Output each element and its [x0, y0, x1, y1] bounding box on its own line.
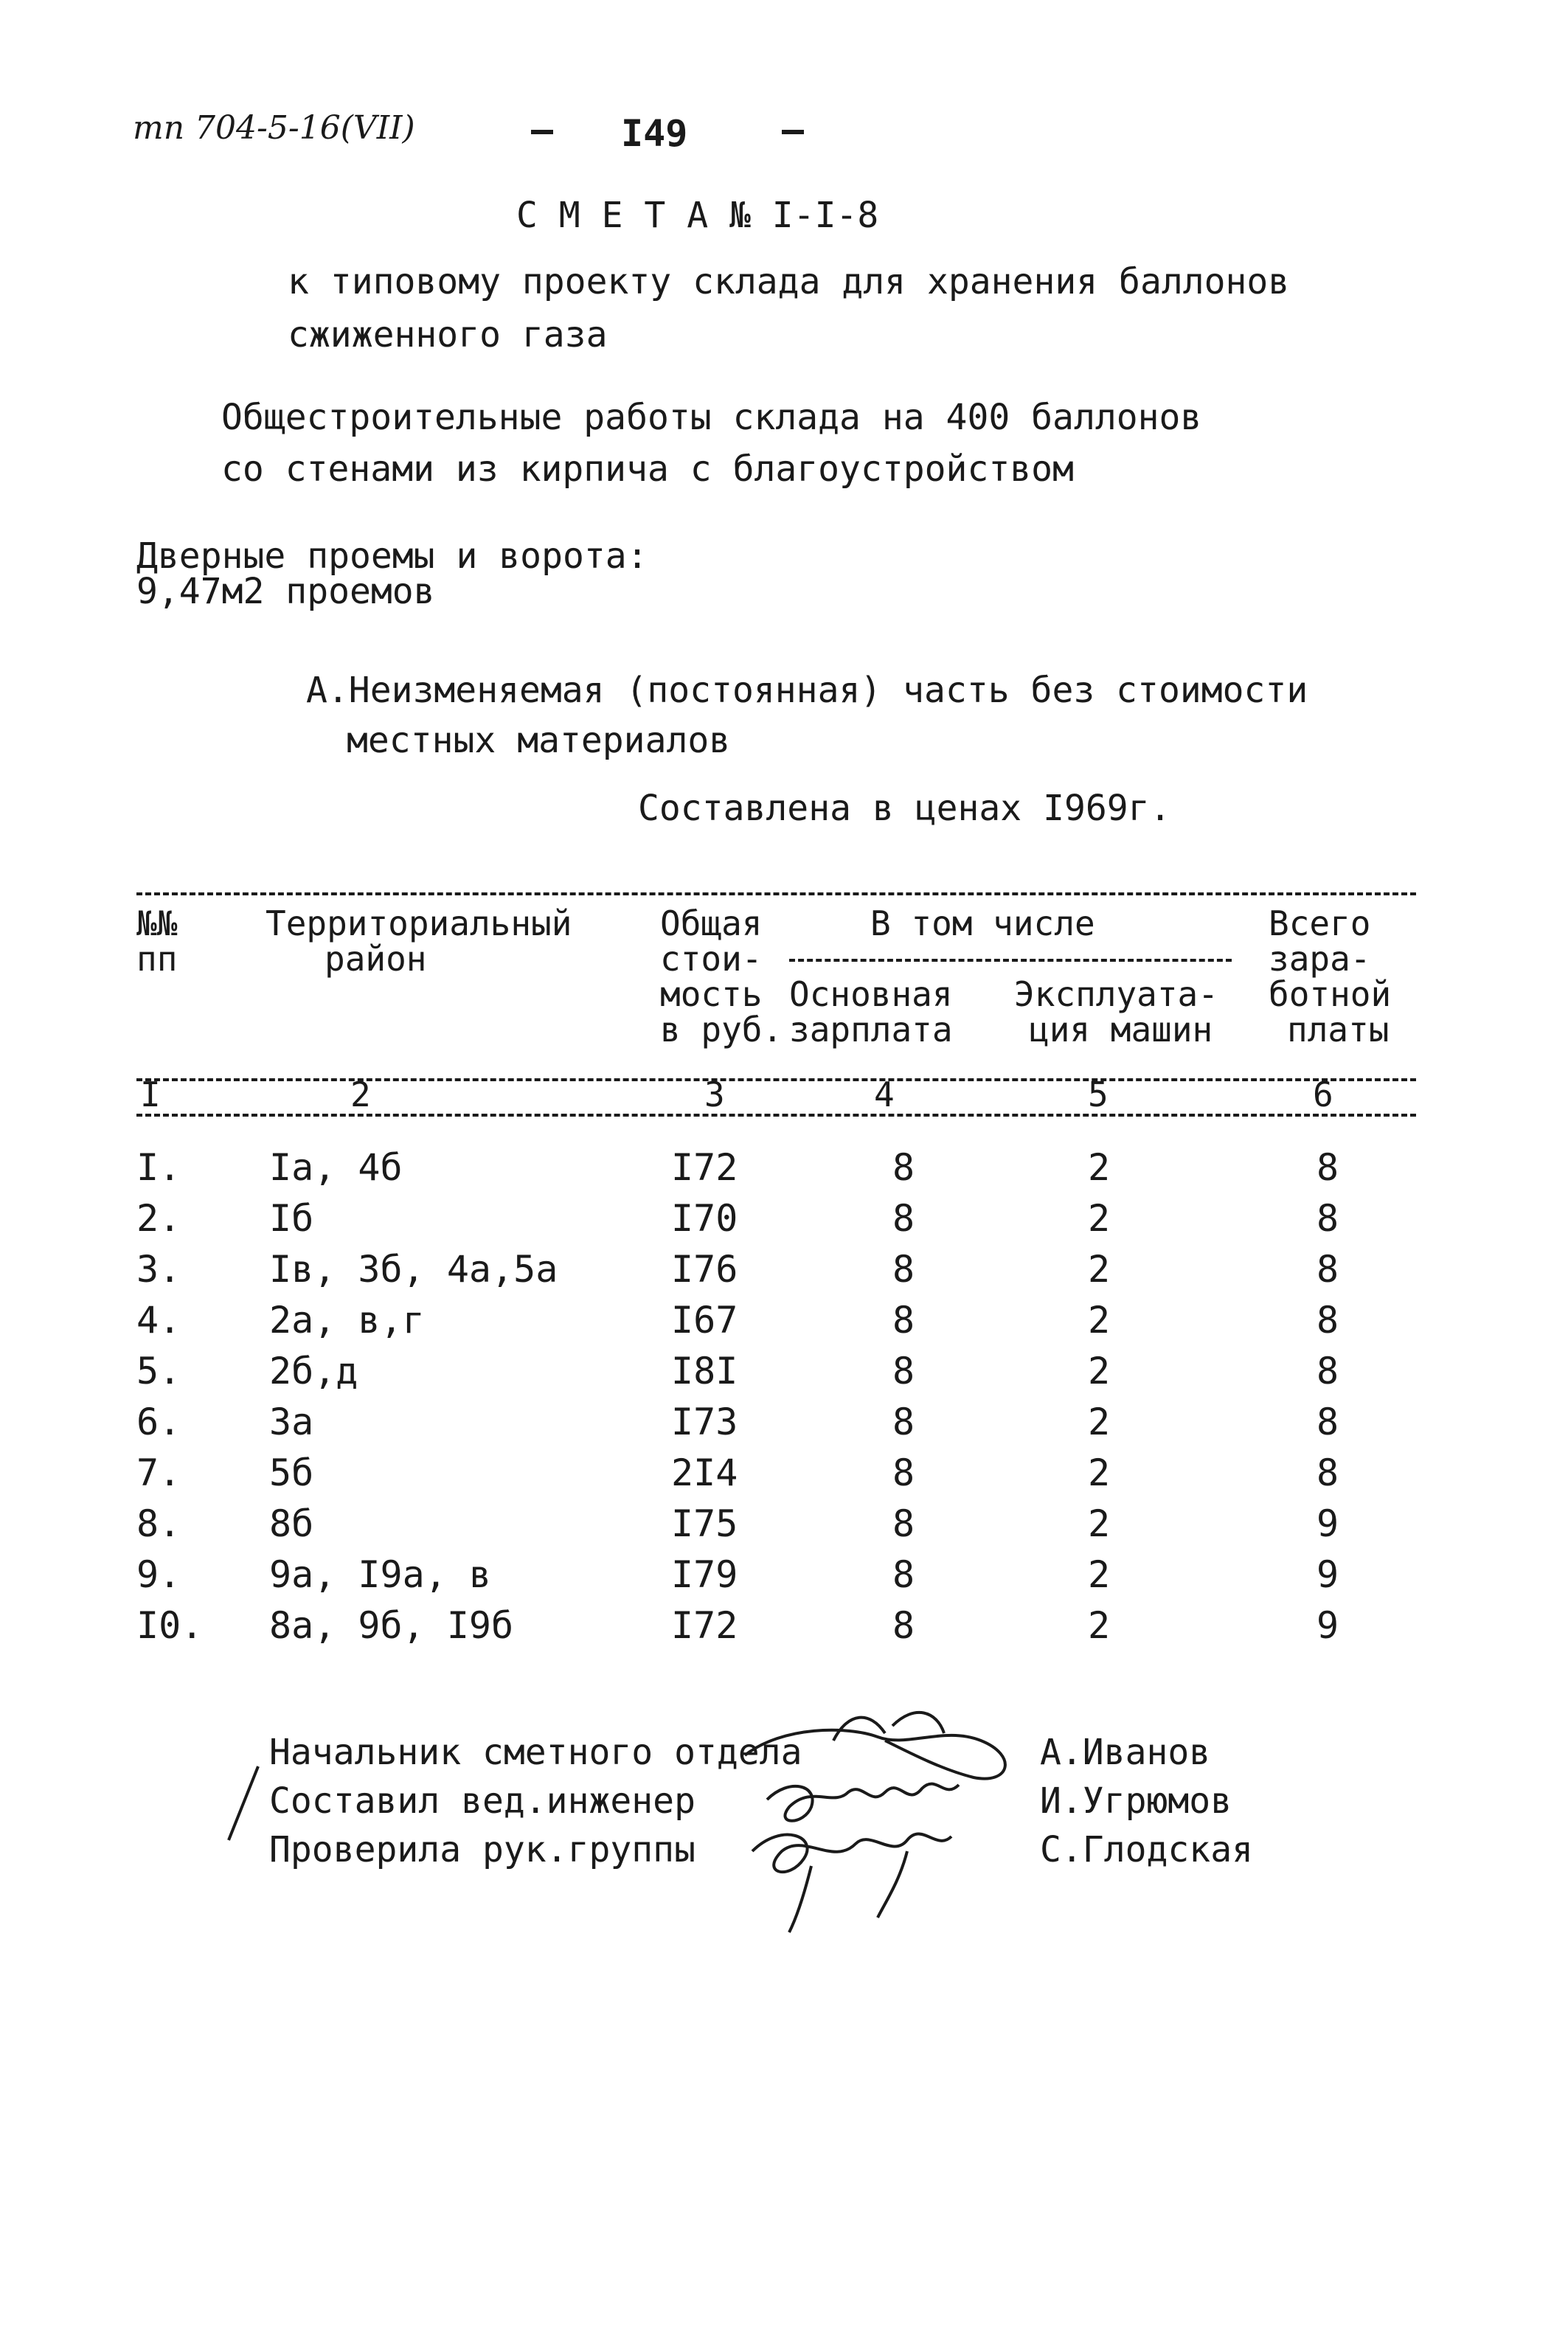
- row2-base-wage: 8: [892, 1197, 915, 1240]
- estimate-subtitle-line2: сжиженного газа: [288, 314, 608, 355]
- row10-machine-operation: 2: [1087, 1604, 1111, 1647]
- row1-number: I.: [136, 1146, 181, 1189]
- row9-total-cost: I79: [671, 1553, 738, 1596]
- column-number-2: 2: [350, 1075, 371, 1114]
- column-number-5: 5: [1088, 1075, 1109, 1114]
- estimate-subtitle-line1: к типовому проекту склада для хранения баллонов: [288, 261, 1290, 302]
- column-numbers-top-rule: [136, 1078, 1416, 1081]
- item-description-line1: Дверные проемы и ворота:: [136, 535, 648, 577]
- header-col5-line2: ция машин: [1029, 1010, 1213, 1050]
- row3-number: 3.: [136, 1248, 181, 1291]
- header-col3-line4: в руб.: [660, 1010, 783, 1050]
- row10-number: I0.: [136, 1604, 204, 1647]
- row9-machine-operation: 2: [1087, 1553, 1111, 1596]
- row4-base-wage: 8: [892, 1299, 915, 1342]
- signatory-name-2: И.Угрюмов: [1040, 1780, 1232, 1822]
- row2-district: Iб: [269, 1197, 314, 1240]
- row4-district: 2а, в,г: [269, 1299, 425, 1342]
- row9-total-wage: 9: [1316, 1553, 1339, 1596]
- row10-total-cost: I72: [671, 1604, 738, 1647]
- row7-total-wage: 8: [1316, 1451, 1339, 1494]
- row5-district: 2б,д: [269, 1350, 358, 1392]
- header-col3-line3: мость: [660, 974, 763, 1014]
- header-col6-line3: ботной: [1269, 974, 1392, 1014]
- row8-machine-operation: 2: [1087, 1502, 1111, 1545]
- row8-total-wage: 9: [1316, 1502, 1339, 1545]
- handwritten-slash-mark: [221, 1763, 266, 1844]
- row9-base-wage: 8: [892, 1553, 915, 1596]
- row4-total-cost: I67: [671, 1299, 738, 1342]
- table-top-rule: [136, 892, 1416, 895]
- works-description-line1: Общестроительные работы склада на 400 баллонов: [221, 397, 1202, 438]
- document-code: тп 704-5-16(VII): [133, 109, 415, 147]
- row10-total-wage: 9: [1316, 1604, 1339, 1647]
- row9-district: 9а, I9а, в: [269, 1553, 492, 1596]
- header-col6-line4: платы: [1287, 1010, 1390, 1050]
- row2-total-wage: 8: [1316, 1197, 1339, 1240]
- row1-district: Iа, 4б: [269, 1146, 403, 1189]
- row3-total-cost: I76: [671, 1248, 738, 1291]
- row4-total-wage: 8: [1316, 1299, 1339, 1342]
- row9-number: 9.: [136, 1553, 181, 1596]
- signatory-position-2: Составил вед.инженер: [269, 1780, 695, 1822]
- row4-machine-operation: 2: [1087, 1299, 1111, 1342]
- row2-number: 2.: [136, 1197, 181, 1240]
- row5-number: 5.: [136, 1350, 181, 1392]
- header-including-rule: [789, 959, 1232, 962]
- column-number-3: 3: [704, 1075, 725, 1114]
- row1-total-wage: 8: [1316, 1146, 1339, 1189]
- row5-total-wage: 8: [1316, 1350, 1339, 1392]
- row1-total-cost: I72: [671, 1146, 738, 1189]
- header-col5-line1: Эксплуата-: [1014, 974, 1218, 1014]
- row7-district: 5б: [269, 1451, 314, 1494]
- row2-machine-operation: 2: [1087, 1197, 1111, 1240]
- section-title-line2: местных материалов: [347, 720, 731, 761]
- header-col2-line1: Территориальный: [266, 903, 572, 943]
- header-col3-line2: стои-: [660, 939, 763, 979]
- works-description-line2: со стенами из кирпича с благоустройством: [221, 448, 1074, 490]
- price-basis: Составлена в ценах I969г.: [638, 788, 1171, 829]
- column-number-1: I: [140, 1075, 161, 1114]
- row6-base-wage: 8: [892, 1401, 915, 1443]
- header-col6-line1: Всего: [1269, 903, 1371, 943]
- row1-machine-operation: 2: [1087, 1146, 1111, 1189]
- row7-total-cost: 2I4: [671, 1451, 738, 1494]
- row3-base-wage: 8: [892, 1248, 915, 1291]
- row5-machine-operation: 2: [1087, 1350, 1111, 1392]
- row6-total-wage: 8: [1316, 1401, 1339, 1443]
- header-col6-line2: зара-: [1269, 939, 1371, 979]
- row8-total-cost: I75: [671, 1502, 738, 1545]
- header-col2-line2: район: [325, 939, 427, 979]
- row10-base-wage: 8: [892, 1604, 915, 1647]
- row8-number: 8.: [136, 1502, 181, 1545]
- signatory-name-3: С.Глодская: [1040, 1829, 1253, 1870]
- page-number: I49: [621, 112, 688, 155]
- row2-total-cost: I70: [671, 1197, 738, 1240]
- row7-machine-operation: 2: [1087, 1451, 1111, 1494]
- header-col4-line2: зарплата: [789, 1010, 953, 1050]
- section-title-line1: А.Неизменяемая (постоянная) часть без стоимости: [306, 670, 1308, 711]
- column-number-6: 6: [1313, 1075, 1333, 1114]
- signatory-position-1: Начальник сметного отдела: [269, 1732, 802, 1773]
- row5-total-cost: I8I: [671, 1350, 738, 1392]
- handwritten-signatures: [723, 1696, 1040, 1940]
- header-col1-line1: №№: [136, 903, 178, 943]
- header-including: В том числе: [870, 903, 1095, 943]
- row5-base-wage: 8: [892, 1350, 915, 1392]
- header-col4-line1: Основная: [789, 974, 953, 1014]
- row3-total-wage: 8: [1316, 1248, 1339, 1291]
- row7-number: 7.: [136, 1451, 181, 1494]
- column-number-4: 4: [874, 1075, 895, 1114]
- row4-number: 4.: [136, 1299, 181, 1342]
- item-description-line2: 9,47м2 проемов: [136, 571, 435, 612]
- estimate-title: С М Е Т А № I-I-8: [516, 195, 879, 236]
- page-number-dash-right: [782, 130, 804, 134]
- row8-base-wage: 8: [892, 1502, 915, 1545]
- row6-total-cost: I73: [671, 1401, 738, 1443]
- row6-number: 6.: [136, 1401, 181, 1443]
- signatory-position-3: Проверила рук.группы: [269, 1829, 695, 1870]
- row1-base-wage: 8: [892, 1146, 915, 1189]
- row3-machine-operation: 2: [1087, 1248, 1111, 1291]
- column-numbers-bottom-rule: [136, 1114, 1416, 1117]
- header-col1-line2: пп: [136, 939, 178, 979]
- row8-district: 8б: [269, 1502, 314, 1545]
- header-col3-line1: Общая: [660, 903, 763, 943]
- page-number-dash-left: [531, 130, 553, 134]
- row7-base-wage: 8: [892, 1451, 915, 1494]
- row3-district: Iв, 3б, 4а,5а: [269, 1248, 558, 1291]
- signatory-name-1: А.Иванов: [1040, 1732, 1211, 1773]
- row6-machine-operation: 2: [1087, 1401, 1111, 1443]
- row10-district: 8а, 9б, I9б: [269, 1604, 514, 1647]
- row6-district: 3а: [269, 1401, 314, 1443]
